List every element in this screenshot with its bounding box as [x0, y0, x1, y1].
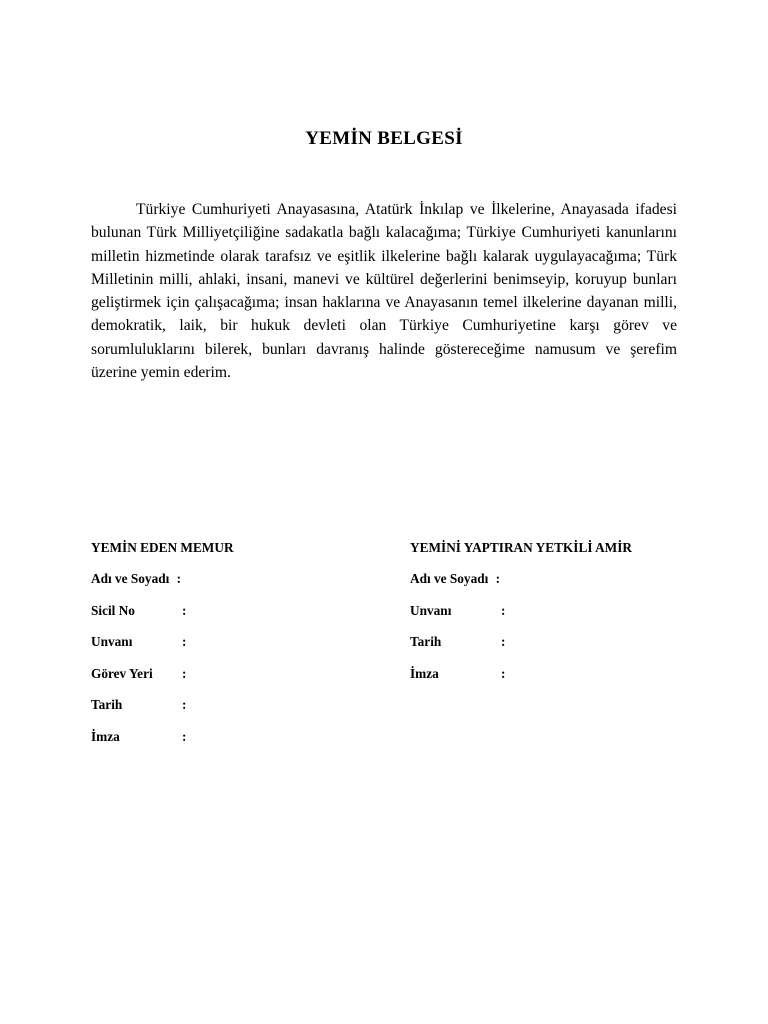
- authorizing-officer-heading: YEMİNİ YAPTIRAN YETKİLİ AMİR: [410, 540, 633, 555]
- field-row-title: [410, 601, 700, 621]
- field-row-title: [91, 632, 391, 652]
- oath-paragraph: Türkiye Cumhuriyeti Anayasasına, Atatürk İnkılap ve İlkelerine, Anayasada ifadesi bulunan Türk Milliyetçiliğine sadakatla bağlı kalacağıma; Türkiye Cumhuriyeti kanunlarını milletin hizmetinde olarak tarafsız ve eşitlik ilkelerine bağlı kalarak uygulayacağıma; Türk Milletinin milli, ahlaki, insani, manevi ve kültürel değerlerini benimseyip, koruyup bunları geliştirmek için çalışacağıma; insan haklarına ve Anayasanın temel ilkelerine dayanan milli, demokratik, laik, bir hukuk devleti olan Türkiye Cumhuriyetine karşı görev ve sorumluluklarını bilerek, bunları davranış halinde göstereceğime namusum ve şerefim üzerine yemin ederim.: [91, 201, 677, 382]
- field-row-signature: [91, 727, 391, 747]
- oath-taker-section: [91, 538, 391, 759]
- field-label: Tarih: [91, 697, 123, 713]
- field-label: Unvanı: [91, 634, 133, 650]
- field-row-name: [410, 569, 700, 589]
- field-label: Tarih: [410, 634, 442, 650]
- field-separator: :: [182, 602, 187, 618]
- field-separator: :: [176, 571, 182, 586]
- field-label: Unvanı: [410, 602, 452, 618]
- field-separator: :: [495, 571, 501, 586]
- field-row-workplace: [91, 664, 391, 684]
- field-label: Sicil No: [91, 602, 135, 618]
- field-separator: :: [501, 665, 506, 681]
- field-row-registry-no: [91, 601, 391, 621]
- oath-taker-heading: YEMİN EDEN MEMUR: [91, 540, 234, 555]
- field-separator: :: [182, 634, 187, 650]
- field-separator: :: [182, 728, 187, 744]
- field-separator: :: [501, 634, 506, 650]
- field-separator: :: [501, 602, 506, 618]
- field-row-name: [91, 569, 391, 589]
- field-row-date: [410, 632, 700, 652]
- field-label: İmza: [91, 728, 120, 744]
- field-label: İmza: [410, 665, 439, 681]
- authorizing-officer-section: [410, 538, 700, 695]
- field-label: Adı ve Soyadı: [410, 571, 492, 586]
- field-label: Görev Yeri: [91, 665, 153, 681]
- field-label: Adı ve Soyadı: [91, 571, 173, 586]
- field-separator: :: [182, 697, 187, 713]
- document-title: YEMİN BELGESİ: [305, 128, 463, 149]
- field-row-signature: [410, 664, 700, 684]
- field-row-date: [91, 695, 391, 715]
- field-separator: :: [182, 665, 187, 681]
